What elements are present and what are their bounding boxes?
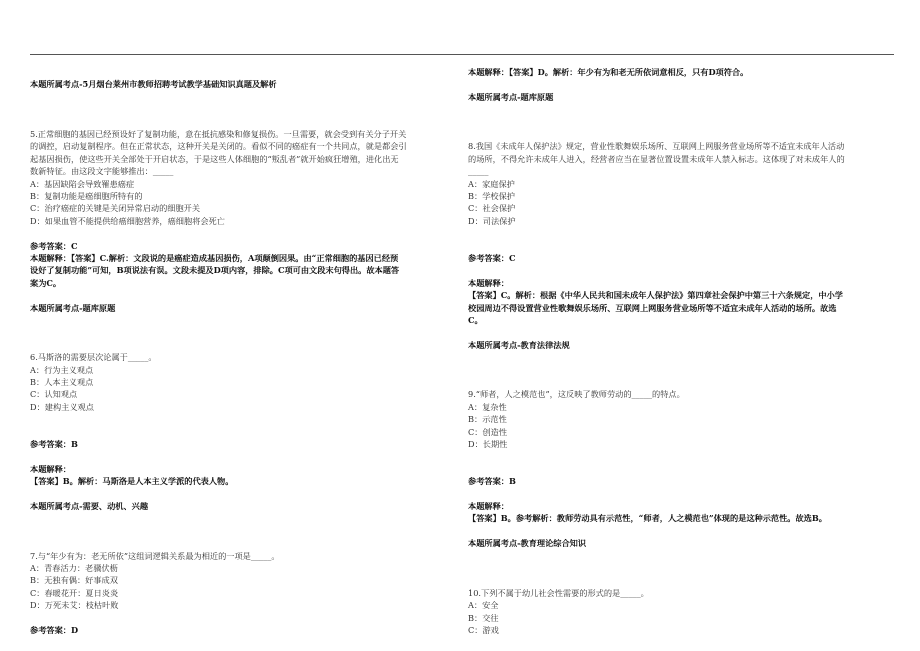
option-d: D：长期性 — [468, 439, 508, 450]
option-c: C：游戏 — [468, 625, 499, 636]
answer-explanation: 校园周边不得设置营业性歌舞娱乐场所、互联网上网服务营业场所等不适宜未成年人活动的场所。故选 — [468, 302, 837, 313]
option-c: C：创造性 — [468, 426, 508, 437]
reference-answer: 参考答案：C — [30, 240, 78, 251]
explanation-title: 本题解释： — [30, 463, 71, 474]
kaodian-label: 本题所属考点-题库原题 — [30, 302, 116, 313]
explanation-title: 本题解释： — [468, 277, 509, 288]
question-stem: 5.正常细胞的基因已经预设好了复制功能，意在抵抗感染和修复损伤。一旦需要，就会受到有关分子开关 — [30, 128, 407, 139]
reference-answer: 参考答案：B — [30, 439, 78, 450]
option-a: A：复杂性 — [468, 401, 507, 412]
option-b: B：无独有偶：好事成双 — [30, 575, 118, 586]
option-d: D：建构主义观点 — [30, 401, 94, 412]
question-8 — [468, 140, 896, 351]
option-c: C：春暖花开：夏日炎炎 — [30, 587, 119, 598]
question-stem: 6.马斯洛的需要层次论属于_____。 — [30, 352, 157, 363]
option-b: B：示范性 — [468, 414, 507, 425]
question-stem: 7.与“年少有为：老无所依”这组词逻辑关系最为相近的一项是_____。 — [30, 550, 280, 561]
option-b: B：学校保护 — [468, 191, 515, 202]
question-7 — [30, 550, 458, 637]
option-b: B：交往 — [468, 612, 499, 623]
question-stem: 8.我国《未成年人保护法》规定，营业性歌舞娱乐场所、互联网上网服务营业场所等不适宜未成年人活动 — [468, 141, 845, 152]
answer-explanation: 【答案】C。解析：根据《中华人民共和国未成年人保护法》第四章社会保护中第三十六条规定，中小学 — [468, 290, 843, 301]
question-stem: 的调控，启动复制程序。但在正常状态，这种开关是关闭的。看似不同的癌症有一个共同点，就是都会引 — [30, 141, 407, 152]
option-d: D：司法保护 — [468, 215, 516, 226]
option-a: A：安全 — [468, 600, 499, 611]
kaodian-label: 本题所属考点-需要、动机、兴趣 — [30, 501, 149, 512]
kaodian-label: 本题所属考点-题库原题 — [468, 91, 554, 102]
question-5 — [30, 128, 458, 314]
kaodian-label: 本题所属考点-教育理论综合知识 — [468, 538, 587, 549]
right-column — [468, 66, 896, 636]
option-b: B：人本主义观点 — [30, 377, 94, 388]
option-c: C：治疗癌症的关键是关闭异常启动的细胞开关 — [30, 203, 201, 214]
left-column — [30, 66, 458, 636]
answer-explanation: 本题解释：【答案】D。解析：年少有为和老无所依词意相反，只有D项符合。 — [468, 67, 749, 77]
question-10 — [468, 587, 896, 637]
option-c: C：社会保护 — [468, 203, 516, 214]
question-stem: 数新特征。由这段文字能够推出：_____ — [30, 166, 174, 177]
option-c: C：认知观点 — [30, 389, 78, 400]
answer-explanation: 【答案】B。参考解析：教师劳动具有示范性，“师者，人之模范也”体现的是这种示范性。故选B。 — [468, 513, 827, 524]
option-a: A：基因缺陷会导致罹患癌症 — [30, 178, 135, 189]
question-stem: 9.“师者，人之模范也”，这反映了教师劳动的_____的特点。 — [468, 389, 685, 400]
header-rule — [30, 54, 894, 55]
answer-explanation: 案为C。 — [30, 277, 62, 288]
answer-explanation: 设好了复制功能”可知，B项说法有误。文段未提及D项内容，排除。C项可由文段末句得出。故本题答 — [30, 265, 400, 276]
question-stem: 的场所，不得允许未成年人进入，经营者应当在显著位置设置未成年人禁入标志。这体现了对未成年人的 — [468, 153, 845, 164]
question-stem: 10.下列不属于幼儿社会性需要的形式的是_____。 — [468, 587, 649, 598]
option-a: A：家庭保护 — [468, 178, 515, 189]
explanation-title: 本题解释： — [468, 501, 509, 512]
reference-answer: 参考答案：C — [468, 253, 516, 264]
question-stem: 起基因损伤，使这些开关全部处于开启状态，于是这些人体细胞的“叛乱者”就开始疯狂增殖，进化出无 — [30, 153, 399, 164]
answer-explanation: 本题解释：【答案】C.解析：文段说的是癌症造成基因损伤，A项颠倒因果。由“正常细胞的基因已经预 — [30, 253, 399, 264]
reference-answer: 参考答案：D — [30, 625, 79, 636]
question-6 — [30, 351, 458, 512]
reference-answer: 参考答案：B — [468, 476, 516, 487]
question-stem: _____ — [468, 166, 489, 177]
question-9 — [468, 388, 896, 549]
option-a: A：行为主义观点 — [30, 364, 94, 375]
option-d: D：如果血管不能提供给癌细胞营养，癌细胞将会死亡 — [30, 215, 225, 226]
option-b: B：复制功能是癌细胞所特有的 — [30, 191, 143, 202]
answer-explanation: 【答案】B。解析：马斯洛是人本主义学派的代表人物。 — [30, 476, 234, 487]
kaodian-label: 本题所属考点-5月烟台莱州市教师招聘考试教学基础知识真题及解析 — [30, 79, 277, 90]
kaodian-label: 本题所属考点-教育法律法规 — [468, 339, 570, 350]
option-a: A：青春活力：老骥伏枥 — [30, 563, 118, 574]
answer-explanation: C。 — [468, 315, 483, 326]
option-d: D：万死未艾：枝枯叶败 — [30, 600, 119, 611]
